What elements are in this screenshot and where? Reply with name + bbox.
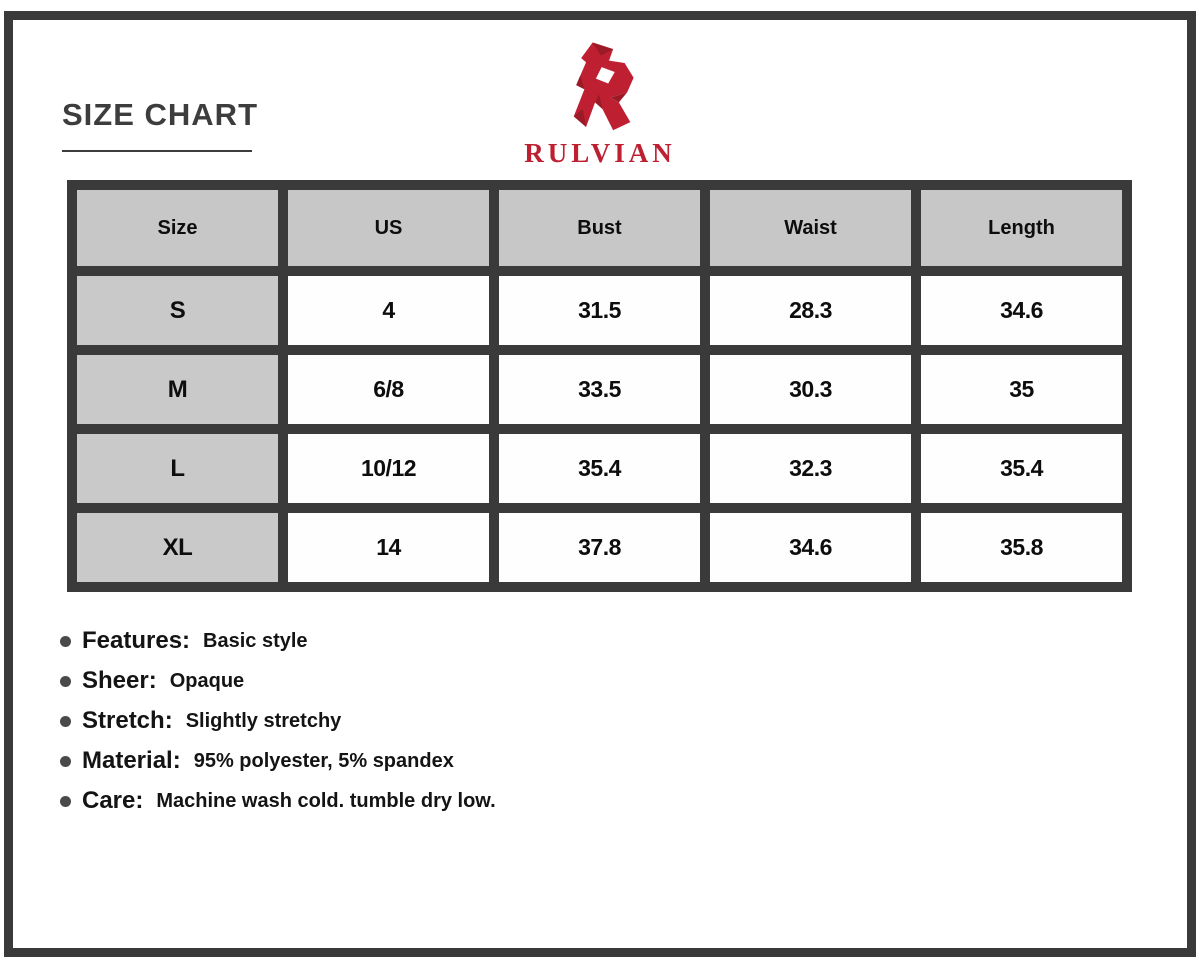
- column-header-bust: Bust: [497, 188, 702, 268]
- list-item-care: [60, 781, 496, 821]
- detail-label: Features:: [82, 627, 191, 654]
- bullet-icon: [60, 636, 71, 647]
- waist-cell: 32.3: [708, 432, 913, 505]
- detail-value: Machine wash cold. tumble dry low.: [156, 789, 496, 812]
- list-item-material: [60, 741, 496, 781]
- bust-cell: 33.5: [497, 353, 702, 426]
- product-details-list: [60, 621, 496, 821]
- bust-cell: 31.5: [497, 274, 702, 347]
- table-row-l: [75, 432, 1124, 505]
- column-header-waist: Waist: [708, 188, 913, 268]
- size-label-cell: S: [75, 274, 280, 347]
- bullet-icon: [60, 716, 71, 727]
- table-row-xl: [75, 511, 1124, 584]
- table-row-m: [75, 353, 1124, 426]
- table-header-row: [75, 188, 1124, 268]
- list-item-sheer: [60, 661, 496, 701]
- bust-cell: 37.8: [497, 511, 702, 584]
- us-cell: 14: [286, 511, 491, 584]
- detail-label: Sheer:: [82, 667, 157, 694]
- waist-cell: 28.3: [708, 274, 913, 347]
- length-cell: 34.6: [919, 274, 1124, 347]
- column-header-size: Size: [75, 188, 280, 268]
- length-cell: 35.8: [919, 511, 1124, 584]
- detail-label: Material:: [82, 747, 181, 774]
- us-cell: 6/8: [286, 353, 491, 426]
- brand-logo: [0, 40, 1200, 169]
- detail-value: 95% polyester, 5% spandex: [193, 749, 454, 772]
- brand-logo-r-icon: [559, 40, 641, 132]
- page-title: SIZE CHART: [62, 97, 258, 132]
- us-cell: 4: [286, 274, 491, 347]
- bullet-icon: [60, 796, 71, 807]
- brand-name: RULVIAN: [524, 138, 676, 168]
- length-cell: 35.4: [919, 432, 1124, 505]
- table-row-s: [75, 274, 1124, 347]
- size-label-cell: XL: [75, 511, 280, 584]
- waist-cell: 34.6: [708, 511, 913, 584]
- detail-label: Stretch:: [82, 707, 173, 734]
- detail-label: Care:: [82, 787, 144, 814]
- detail-value: Basic style: [203, 629, 308, 652]
- detail-value: Slightly stretchy: [185, 709, 342, 732]
- length-cell: 35: [919, 353, 1124, 426]
- column-header-length: Length: [919, 188, 1124, 268]
- bullet-icon: [60, 756, 71, 767]
- list-item-features: [60, 621, 496, 661]
- detail-value: Opaque: [169, 669, 245, 692]
- waist-cell: 30.3: [708, 353, 913, 426]
- us-cell: 10/12: [286, 432, 491, 505]
- list-item-stretch: [60, 701, 496, 741]
- size-label-cell: L: [75, 432, 280, 505]
- size-chart-table: [67, 180, 1132, 592]
- bullet-icon: [60, 676, 71, 687]
- column-header-us: US: [286, 188, 491, 268]
- bust-cell: 35.4: [497, 432, 702, 505]
- size-label-cell: M: [75, 353, 280, 426]
